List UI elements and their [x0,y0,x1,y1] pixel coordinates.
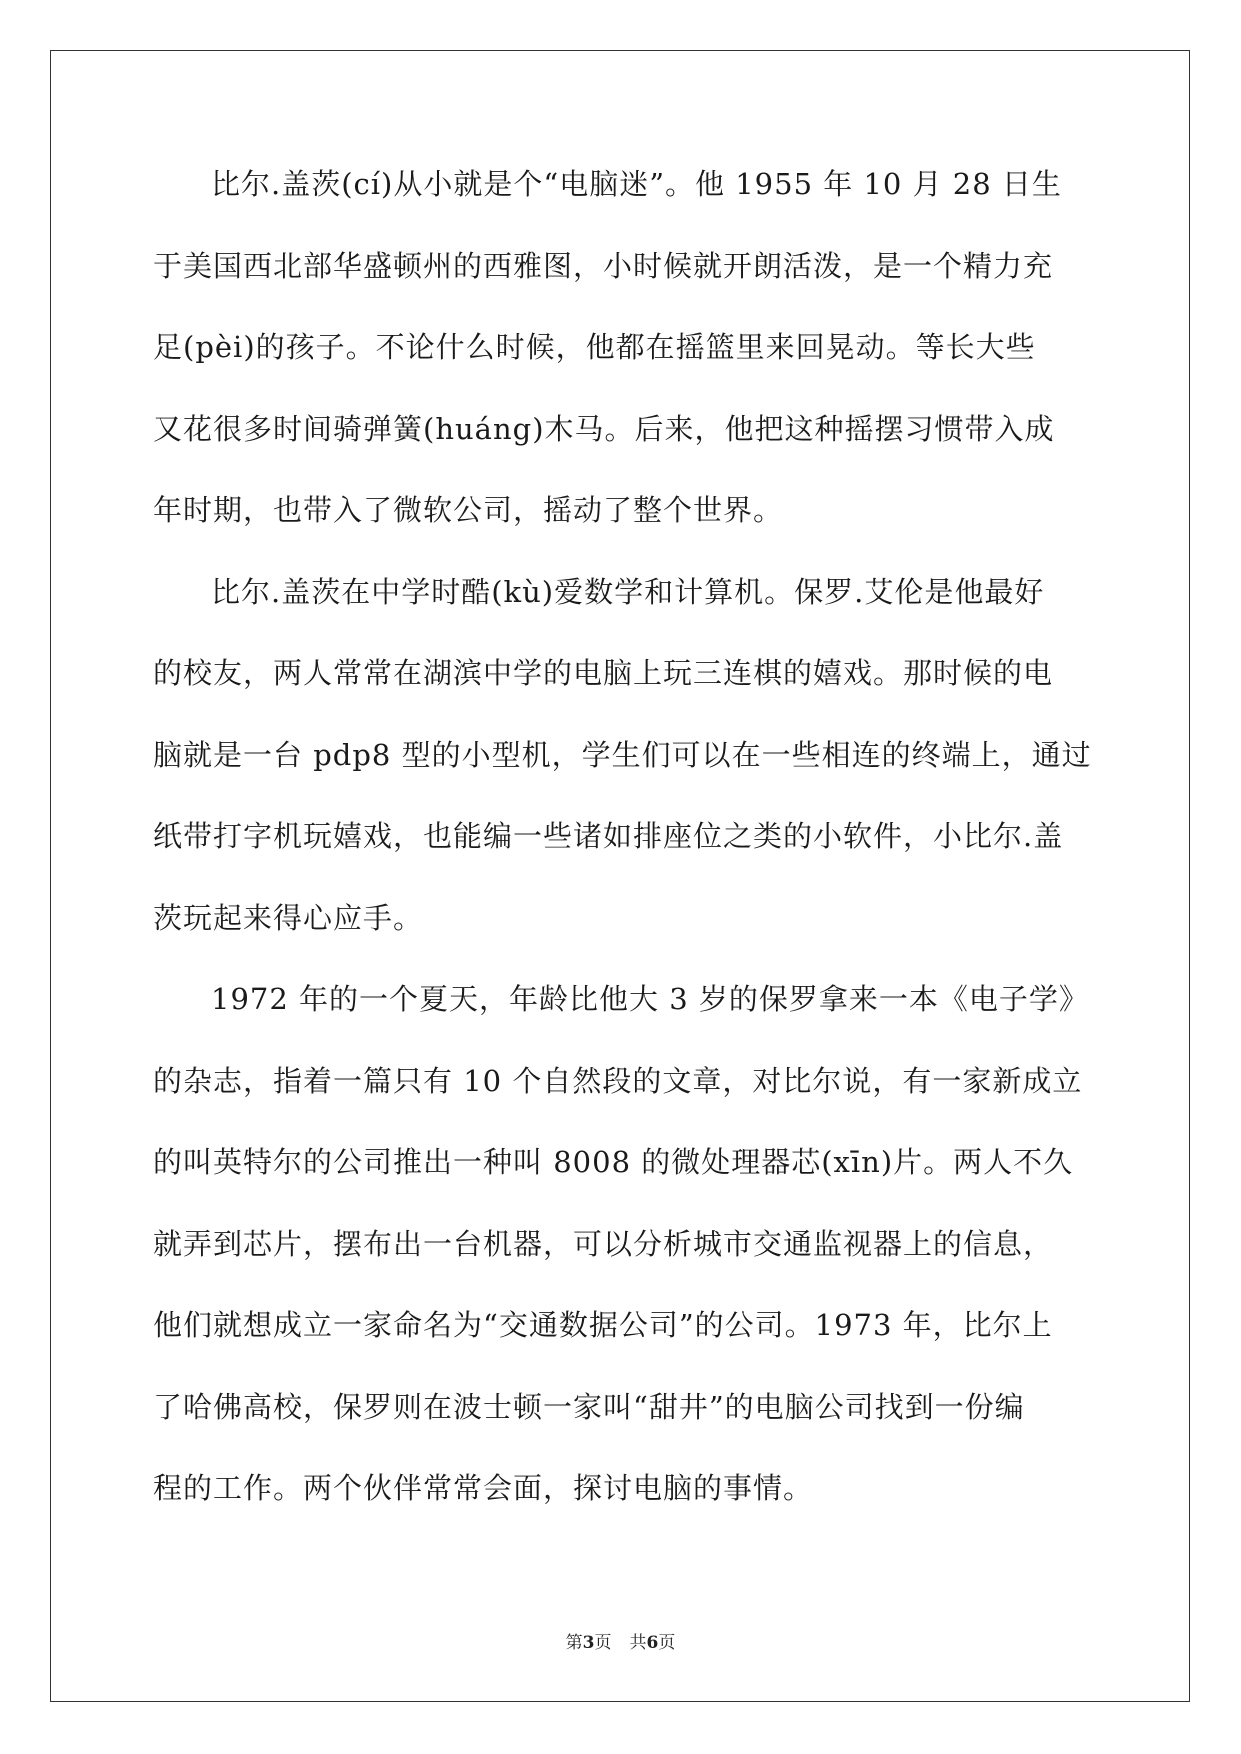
page-footer [0,1628,1241,1653]
document-body [153,158,1092,1544]
paragraph-3-line-2: 的杂志，指着一篇只有 10 个自然段的文章，对比尔说，有一家新成立 [153,1063,1083,1098]
paragraph-3-line-5: 他们就想成立一家命名为“交通数据公司”的公司。1973 年，比尔上 [153,1308,1053,1342]
paragraph-2-line-5: 茨玩起来得心应手。 [153,900,424,935]
paragraph-3-line-1: 1972 年的一个夏天，年龄比他大 3 岁的保罗拿来一本《电子学》 [211,982,1089,1016]
page-number-prefix: 第 [565,1633,583,1653]
page-total-prefix: 共 [629,1633,647,1653]
paragraph-1-line-5: 年时期，也带入了微软公司，摇动了整个世界。 [153,493,784,527]
paragraph-2-line-2: 的校友，两人常常在湖滨中学的电脑上玩三连棋的嬉戏。那时候的电 [153,656,1054,690]
page-total-suffix: 页 [658,1633,676,1653]
paragraph-1-line-2: 于美国西北部华盛顿州的西雅图，小时候就开朗活泼，是一个精力充 [153,248,1054,283]
paragraph-1-line-1: 比尔.盖茨(cí)从小就是个“电脑迷”。他 1955 年 10 月 28 日生 [211,167,1062,201]
paragraph-2-line-1: 比尔.盖茨在中学时酷(kù)爱数学和计算机。保罗.艾伦是他最好 [211,574,1045,609]
paragraph-2-line-4: 纸带打字机玩嬉戏，也能编一些诸如排座位之类的小软件，小比尔.盖 [153,819,1064,853]
paragraph-1-line-3: 足(pèi)的孩子。不论什么时候，他都在摇篮里来回晃动。等长大些 [153,330,1036,364]
paragraph-3-line-3: 的叫英特尔的公司推出一种叫 8008 的微处理器芯(xīn)片。两人不久 [153,1145,1074,1179]
page-total-count: 6 [646,1633,659,1653]
paragraph-3-line-4: 就弄到芯片，摆布出一台机器，可以分析城市交通监视器上的信息， [153,1226,1054,1261]
paragraph-1-line-4: 又花很多时间骑弹簧(huáng)木马。后来，他把这种摇摆习惯带入成 [153,411,1055,446]
paragraph-3-line-6: 了哈佛高校，保罗则在波士顿一家叫“甜井”的电脑公司找到一份编 [153,1389,1025,1424]
page-number-current: 3 [582,1633,595,1653]
paragraph-3-line-7: 程的工作。两个伙伴常常会面，探讨电脑的事情。 [153,1471,814,1505]
page-number-suffix: 页 [594,1633,612,1653]
paragraph-2-line-3: 脑就是一台 pdp8 型的小型机，学生们可以在一些相连的终端上，通过 [153,737,1092,772]
